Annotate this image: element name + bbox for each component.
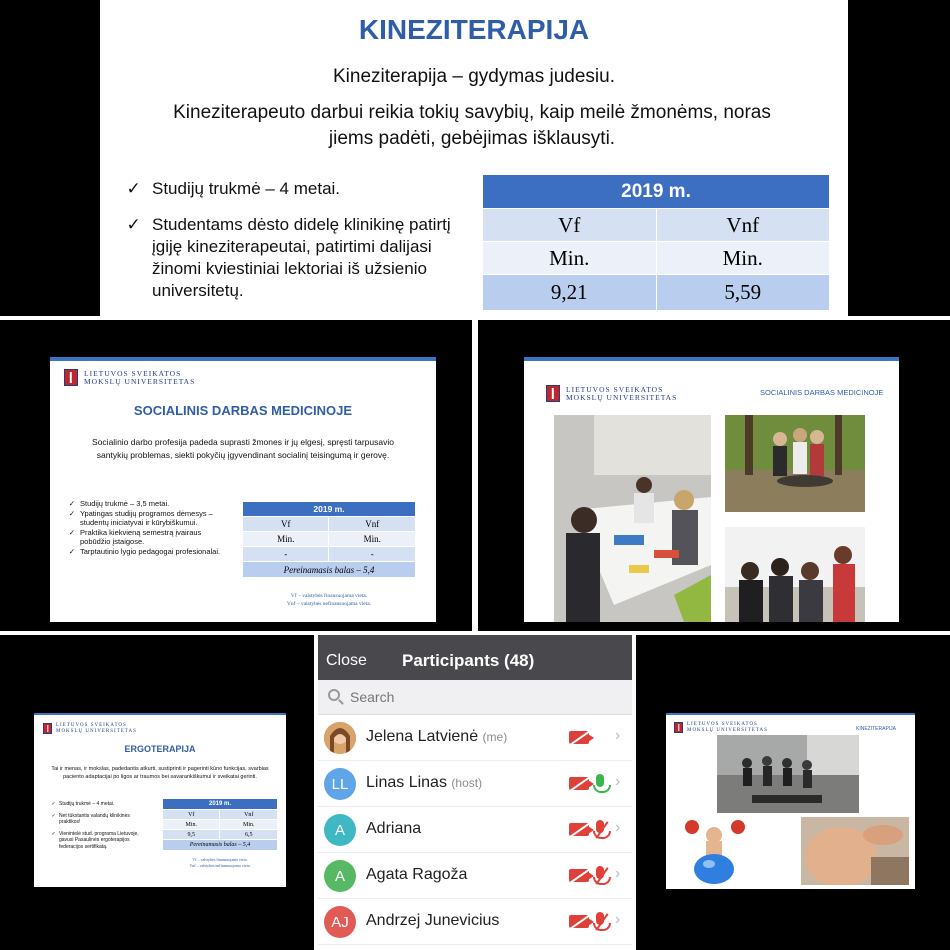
massage-therapy-photo (801, 817, 909, 885)
exercise-ball-photo (680, 817, 750, 885)
table-col-vf: Vf (243, 517, 329, 532)
participant-tag: (host) (451, 776, 483, 790)
search-input[interactable] (350, 686, 610, 708)
table-note: Vf – valstybės finansuojama vieta. (290, 593, 368, 599)
table-note: Vnf – valstybės nefinansuojama vieta. (189, 863, 251, 868)
table-cell: Min. (329, 532, 416, 547)
slide-title: SOCIALINIS DARBAS MEDICINOJE (760, 388, 884, 397)
table-footer: Pereinamasis balas – 5,4 (163, 840, 278, 851)
slide-description: Socialinio darbo profesija padeda suprasti žmones ir jų elgesį, spręsti tarpusavio santykių problemas, siekti pokyčių įgyvendinant socialinį teisingumą ir gerovę. (92, 437, 394, 460)
slide-title: SOCIALINIS DARBAS MEDICINOJE (133, 403, 353, 418)
slide-description: Tai ir menas, ir mokslas, padedantis atkurti, sustiprinti ir pagerinti kūno funkcijas, svarbias paciento adaptacijai po ligos ar traumos bei savarankiškumui ir sveikatai gerinti. (51, 766, 269, 780)
slide-title: KINEZITERAPIJA (856, 726, 897, 732)
table-cell: - (243, 547, 329, 562)
slide-top-bar (524, 357, 899, 361)
participant-name: Linas Linas (host) (366, 774, 483, 791)
slide-subtitle: Kineziterapija – gydymas judesiu. (333, 66, 615, 87)
video-off-icon[interactable] (569, 823, 589, 836)
slide-kinezi-photos (666, 713, 915, 889)
participant-row[interactable] (318, 807, 632, 853)
participants-panel (318, 635, 632, 950)
participant-name: Andrzej Junevicius (366, 912, 500, 929)
video-off-icon[interactable] (569, 869, 589, 882)
bullet-item: ✓ Net tūkstantis valandų klinikinės praktikos! (59, 813, 149, 826)
table-note: Vf – valstybės finansuojama vieta. (192, 857, 248, 862)
tile-kineziterapija (0, 0, 950, 316)
search-icon-handle (338, 699, 344, 705)
table-cell: 6,5 (220, 830, 278, 840)
bullet-item: ✓ Studijų trukmė – 3,5 metai. (80, 499, 230, 509)
participant-name: Jelena Latvienė (me) (366, 728, 508, 745)
admission-table (162, 798, 278, 851)
bullet-item: ✓ Studentams dėsto didelę klinikinę patirtį įgiję kineziterapeutai, patirtimi dalijasi žinomi kviestiniai lektoriai iš užsienio universitetų. (152, 214, 472, 302)
logo-line-2: MOKSLŲ UNIVERSITETAS (84, 376, 196, 386)
avatar: A (324, 814, 356, 846)
chevron-right-icon[interactable]: › (615, 911, 621, 928)
bullet-list (80, 499, 230, 556)
microphone-muted-icon[interactable] (596, 912, 604, 925)
table-cell: Min. (656, 242, 830, 275)
tile-kinezi-photos (636, 635, 950, 950)
table-cell: Min. (220, 820, 278, 830)
admission-table (242, 501, 416, 578)
table-col-vf: Vf (483, 209, 657, 242)
table-cell: 9,21 (483, 275, 657, 311)
bullet-item: ✓ Ypatingas studijų programos dėmesys – studentų iniciatyvai ir kūrybiškumui. (80, 509, 230, 528)
video-off-icon[interactable] (569, 731, 589, 744)
participants-header (318, 635, 632, 680)
admission-table (482, 174, 830, 311)
outdoor-group-photo (725, 415, 865, 512)
video-off-icon[interactable] (569, 915, 589, 928)
chevron-right-icon[interactable]: › (615, 727, 621, 744)
bullet-list (152, 178, 472, 302)
tile-ergoterapija (0, 635, 314, 950)
table-col-vnf: Vnf (329, 517, 416, 532)
microphone-muted-icon[interactable] (596, 866, 604, 879)
bullet-list (59, 801, 149, 850)
table-cell: 9,5 (163, 830, 220, 840)
slide-top-bar (50, 357, 436, 361)
logo-line-1: LIETUVOS SVEIKATOS (56, 723, 127, 729)
slide-title: KINEZITERAPIJA (358, 14, 590, 45)
avatar: AJ (324, 906, 356, 938)
table-year-header: 2019 m. (243, 502, 416, 517)
avatar: A (324, 860, 356, 892)
avatar (324, 722, 356, 754)
table-year-header: 2019 m. (483, 175, 830, 209)
bullet-item: ✓ Studijų trukmė – 4 metai. (59, 801, 149, 808)
table-footer: Pereinamasis balas – 5,4 (243, 562, 416, 578)
slide-top-bar (34, 713, 286, 715)
slide-description: Kineziterapeuto darbui reikia tokių savybių, kaip meilė žmonėms, noras jiems padėti, gebėjimas išklausyti. (173, 102, 771, 149)
classroom-group-photo (725, 527, 865, 622)
bullet-item: ✓ Praktika kiekvieną semestrą įvairaus pobūdžio įstaigose. (80, 528, 230, 547)
logo-line-2: MOKSLŲ UNIVERSITETAS (687, 727, 768, 733)
university-logo (674, 722, 768, 733)
logo-line-2: MOKSLŲ UNIVERSITETAS (56, 728, 137, 734)
slide-title: ERGOTERAPIJA (124, 744, 196, 754)
bullet-item: ✓ Studijų trukmė – 4 metai. (152, 178, 472, 200)
logo-line-1: LIETUVOS SVEIKATOS (687, 722, 758, 728)
participant-name: Adriana (366, 820, 422, 837)
logo-shield-icon (546, 385, 560, 402)
logo-shield-icon (43, 723, 52, 734)
close-button[interactable]: Close (326, 652, 367, 669)
video-off-icon[interactable] (569, 777, 589, 790)
university-logo (43, 723, 137, 734)
group-workshop-photo (554, 415, 711, 622)
slide-socialinis-photos (524, 357, 899, 622)
participants-title: Participants (48) (402, 651, 535, 670)
table-note: Vnf – valstybės nefinansuojama vieta. (286, 601, 372, 607)
table-col-vf: Vf (163, 810, 220, 820)
participant-name: Agata Ragoža (366, 866, 468, 883)
chevron-right-icon[interactable]: › (615, 773, 621, 790)
chevron-right-icon[interactable]: › (615, 865, 621, 882)
table-cell: 5,59 (656, 275, 830, 311)
slide-socialinis (50, 357, 436, 622)
search-bar[interactable] (318, 680, 632, 715)
logo-line-2: MOKSLŲ UNIVERSITETAS (566, 392, 678, 402)
participant-row[interactable] (318, 853, 632, 899)
slide-kineziterapija (100, 0, 848, 316)
participant-row[interactable] (318, 899, 632, 945)
logo-shield-icon (674, 722, 683, 733)
university-logo (546, 385, 677, 402)
table-cell: Min. (243, 532, 329, 547)
bullet-item: ✓ Vienintelė stud. programa Lietuvoje, gavusi Pasaulinės ergoterapijos federacijos sertifikatą. (59, 831, 149, 851)
microphone-on-icon[interactable] (596, 774, 604, 787)
logo-line-1: LIETUVOS SVEIKATOS (84, 368, 182, 378)
slide-top-bar (666, 713, 915, 715)
participant-row[interactable] (318, 715, 632, 761)
logo-shield-icon (64, 369, 78, 386)
participant-tag: (me) (482, 730, 508, 744)
slide-ergoterapija (34, 713, 286, 887)
university-logo (64, 369, 195, 386)
chevron-right-icon[interactable]: › (615, 819, 621, 836)
table-col-vnf: Vnf (656, 209, 830, 242)
tile-socialinis (0, 320, 472, 631)
participant-row[interactable] (318, 761, 632, 807)
table-col-vnf: Vnf (220, 810, 278, 820)
table-year-header: 2019 m. (163, 799, 278, 810)
table-cell: Min. (483, 242, 657, 275)
tile-socialinis-photos (478, 320, 950, 631)
table-cell: - (329, 547, 416, 562)
avatar: LL (324, 768, 356, 800)
table-cell: Min. (163, 820, 220, 830)
microphone-muted-icon[interactable] (596, 820, 604, 833)
stairs-group-photo (717, 735, 859, 813)
participant-list (318, 715, 632, 945)
bullet-item: ✓ Tarptautinio lygio pedagogai profesionalai. (80, 547, 230, 557)
logo-line-1: LIETUVOS SVEIKATOS (566, 384, 664, 394)
